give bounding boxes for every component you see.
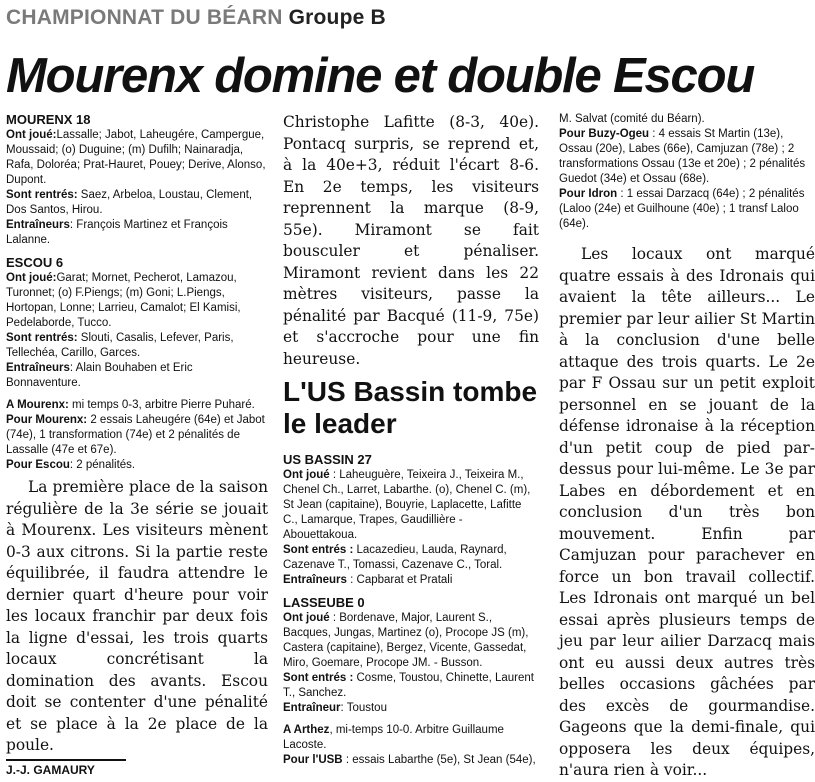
team2-lineup: Ont joué:Garat; Mornet, Pecherot, Lamazou, Turonnet; (o) F.Piengs; (m) Goni; L.Piengs, Hortopan, Lonne; Larrieu, Camalot; El Kamisi, Pedelaborde, Tucco.: [6, 272, 241, 329]
team2-name: ESCOU 6: [6, 255, 64, 270]
article-continuation: Christophe Lafitte (8-3, 40e). Pontacq surpris, se reprend et, à la 40e+3, réduit l'écart 8-6. En 2e temps, les visiteurs reprennent la marque (8-9, 55e). Miramont se fait bousculer et pénaliser. Miramont revient dans les 22 mètres visiteurs, passe la pénalité par Bacqué (11-9, 75e) et s'accroche pour une fin heureuse.: [283, 113, 539, 368]
team1-lineup: Ont joué:Lassalle; Jabot, Laheugére, Campergue, Moussaid; (o) Duguine; (m) Dufilh; Nainaradja, Rafa, Doloréa; Prat-Hauret, Pouey; Derive, Alonso, Dupont.: [6, 129, 266, 186]
match-info-venue: A Mourenx: mi temps 0-3, arbitre Pierre Puharé.: [6, 399, 255, 411]
team1-coaches: Entraîneurs : Capbarat et Pratali: [283, 574, 453, 586]
headline: Mourenx domine et double Escou: [6, 49, 755, 103]
column-2: [283, 112, 539, 766]
team2-coaches: Entraîneur: Toustou: [283, 702, 387, 714]
column-3: [559, 112, 815, 779]
team2-lineup: Ont joué : Bordenave, Major, Laurent S., Bacques, Jungas, Martinez (o), Procope JS (m), Castera (capitaine), Bergez, Vicente, Gassedat, Miro, Goemare, Procope JM. - Busson.: [283, 612, 529, 669]
match-info-continuation: M. Salvat (comité du Béarn).: [559, 113, 705, 125]
team2-subs: Sont rentrés: Slouti, Casalis, Lefever, Paris, Tellechéa, Carillo, Garces.: [6, 332, 234, 359]
team2-subs: Sont entrés : Cosme, Toustou, Chinette, Laurent T., Sanchez.: [283, 672, 535, 699]
section-kicker: [6, 6, 386, 30]
match-info-venue: A Arthez, mi-temps 10-0. Arbitre Guillaume Lacoste.: [283, 724, 504, 751]
team1-subs: Sont entrés : Lacazedieu, Lauda, Raynard, Cazenave T., Tomassi, Cazenave C., Toral.: [283, 544, 507, 571]
team1-name: US BASSIN 27: [283, 452, 372, 467]
match-info-idron: Pour Idron : 1 essai Darzacq (64e) ; 2 pénalités (Laloo (24e) et Guilhoune (40e) ; 1 transf Laloo (64e).: [559, 188, 805, 230]
article-text: La première place de la saison régulière de la 3e série se jouait à Mourenx. Les visiteurs mènent 0-3 aux citrons. Si la partie reste équilibrée, il faudra attendre le dernier quart d'heure pour voir les locaux franchir par deux fois la ligne d'essai, les trois quarts locaux concrétisant la domination des avants. Escou doit se contenter d'une pénalité et se place à la 2e place de la poule.: [6, 478, 268, 754]
article-text: Les locaux ont marqué quatre essais à des Idronais qui avaient la tête ailleurs... Le premier par leur ailier St Martin à la conclusion d'une belle attaque des trois quarts. Le 2e par F Ossau sur un petit exploit personnel en se jouant de la défense idronaise à la réception d'un petit coup de pied par-dessus pour lui-même. Le 3e par Labes en débordement et en conclusion d'un très bon mouvement. Enfin par Camjuzan pour parachever en force un bon travail collectif. Les Idronais ont marqué un bel essai après plusieurs temps de jeu par leur ailier Darzacq mais ont eu aussi deux autres très belles occasions gâchées par des excès de gourmandise. Gageons que la demi-finale, qui opposera les deux équipes, n'aura rien à voir...: [559, 245, 815, 779]
match-info-buzy-ogeu: Pour Buzy-Ogeu : 4 essais St Martin (13e), Ossau (20e), Labes (66e), Camjuzan (78e) ; 2 transformations Ossau (13e et 20e) ; 2 pénalités Guedot (34e) et Ossau (68e).: [559, 128, 806, 185]
match-info-usb: Pour l'USB : essais Labarthe (5e), St Jean (54e),: [283, 754, 536, 766]
kicker-sub: Groupe B: [288, 6, 386, 29]
match-info-mourenx: Pour Mourenx: 2 essais Laheugére (64e) et Jabot (74e), 1 transformation (74e) et 2 pénalités de Lassalle (47e et 67e).: [6, 414, 265, 456]
team1-lineup: Ont joué : Laheuguère, Teixeira J., Teixeira M., Chenel Ch., Larret, Labarthe. (o), Chenel C. (m), St Jean (capitaine), Bouyrie, Laplacette, Lafitte C., Lamarque, Trapes, Gaudillière - Abouettakoua.: [283, 469, 531, 541]
team2-coaches: Entraîneurs: Alain Bouhaben et Eric Bonnaventure.: [6, 362, 193, 389]
team1-subs: Sont rentrés: Saez, Arbeloa, Loustau, Clement, Dos Santos, Hirou.: [6, 189, 253, 216]
team1-name: MOURENX 18: [6, 112, 91, 127]
section-title: L'US Bassin tombe le leader: [283, 376, 538, 439]
author-signature: J.-J. GAMAURY: [6, 759, 126, 777]
team2-name: LASSEUBE 0: [283, 595, 365, 610]
match-info-escou: Pour Escou: 2 pénalités.: [6, 459, 136, 471]
kicker-main: CHAMPIONNAT DU BÉARN: [6, 6, 283, 29]
column-1: [6, 112, 268, 777]
team1-coaches: Entraîneurs: François Martinez et François Lalanne.: [6, 219, 228, 246]
